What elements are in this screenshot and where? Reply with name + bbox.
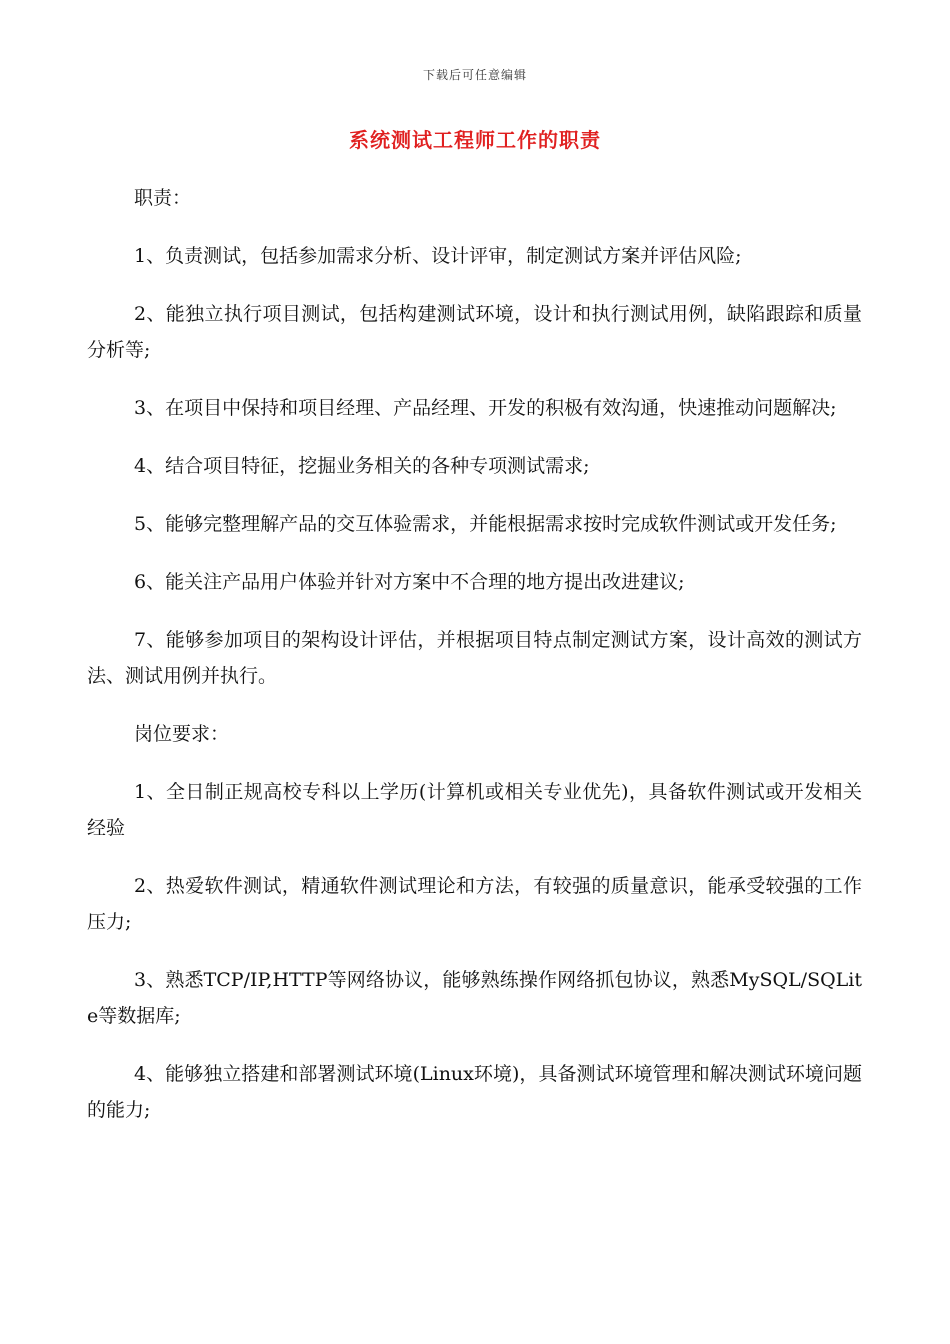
section-heading-duties: 职责： [134, 187, 192, 209]
requirement-item: 3、熟悉TCP/IP,HTTP等网络协议，能够熟练操作网络抓包协议，熟悉MySQL/SQLite等数据库; [87, 969, 862, 1027]
duty-item: 6、能关注产品用户体验并针对方案中不合理的地方提出改进建议; [134, 571, 685, 593]
requirement-item: 1、全日制正规高校专科以上学历(计算机或相关专业优先)，具备软件测试或开发相关经验 [87, 781, 862, 839]
section-heading-requirements: 岗位要求： [134, 723, 230, 745]
document-body [87, 180, 862, 1150]
document-title: 系统测试工程师工作的职责 [349, 128, 601, 152]
duty-item: 7、能够参加项目的架构设计评估，并根据项目特点制定测试方案，设计高效的测试方法、测试用例并执行。 [87, 629, 862, 687]
duty-item: 3、在项目中保持和项目经理、产品经理、开发的积极有效沟通，快速推动问题解决; [134, 397, 837, 419]
header-note: 下载后可任意编辑 [422, 68, 527, 82]
requirement-item: 2、热爱软件测试，精通软件测试理论和方法，有较强的质量意识，能承受较强的工作压力; [87, 875, 862, 933]
duty-item: 5、能够完整理解产品的交互体验需求，并能根据需求按时完成软件测试或开发任务; [134, 513, 837, 535]
duty-item: 4、结合项目特征，挖掘业务相关的各种专项测试需求; [134, 455, 590, 477]
duty-item: 2、能独立执行项目测试，包括构建测试环境，设计和执行测试用例，缺陷跟踪和质量分析等; [87, 303, 862, 361]
requirement-item: 4、能够独立搭建和部署测试环境(Linux环境)，具备测试环境管理和解决测试环境问题的能力; [87, 1063, 862, 1121]
duty-item: 1、负责测试，包括参加需求分析、设计评审，制定测试方案并评估风险; [134, 245, 742, 267]
